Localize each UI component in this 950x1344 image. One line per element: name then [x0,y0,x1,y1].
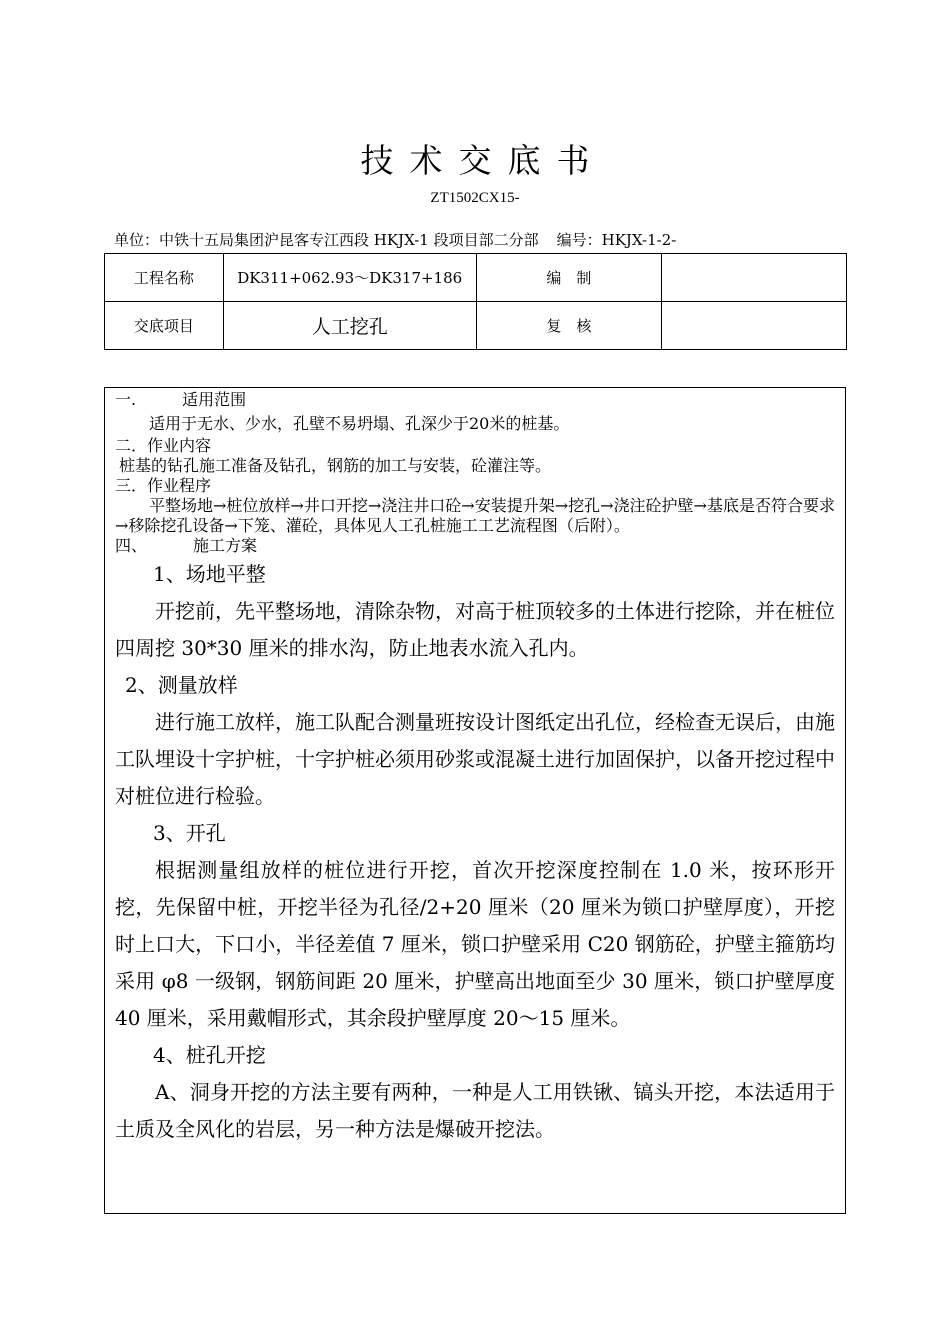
compiled-by-label: 编 制 [476,254,662,302]
step-4-text: A、洞身开挖的方法主要有两种，一种是人工用铁锹、镐头开挖，本法适用于土质及全风化的岩层，另一种方法是爆破开挖法。 [115,1080,835,1141]
section-1-heading: 一. 适用范围 [115,390,247,409]
content-box [104,387,846,1214]
briefing-item-value: 人工挖孔 [223,302,476,350]
reviewed-by-label: 复 核 [476,302,662,350]
step-2-title: 2、测量放样 [125,673,238,697]
project-name-value: DK311+062.93～DK317+186 [223,254,476,302]
info-table [104,253,847,350]
section-1-text: 适用于无水、少水，孔壁不易坍塌、孔深少于20米的桩基。 [149,414,570,433]
section-3-heading: 三．作业程序 [115,476,212,495]
section-3-text: 平整场地→桩位放样→井口开挖→浇注井口砼→安装提升架→挖孔→浇注砼护壁→基底是否符合要求→移除挖孔设备→下笼、灌砼，具体见人工孔桩施工工艺流程图（后附）。 [115,496,835,535]
compiled-by-value [662,254,847,302]
step-3-text: 根据测量组放样的桩位进行开挖，首次开挖深度控制在 1.0 米，按环形开挖，先保留中桩，开挖半径为孔径/2+20 厘米（20 厘米为锁口护壁厚度），开挖时上口大，下口小，半径差值 7 厘米，锁口护壁采用 C20 钢筋砼，护壁主箍筋均采用 φ8 一级钢，钢筋间距 20 厘米，护壁高出地面至少 30 厘米，锁口护壁厚度 40 厘米，采用戴帽形式，其余段护壁厚度 20～15 厘米。 [115,858,835,1030]
document-number: ZT1502CX15- [430,190,520,206]
step-3-title: 3、开孔 [153,821,226,845]
section-4-heading: 四、 施工方案 [115,536,258,555]
section-2-text: 桩基的钻孔施工准备及钻孔，钢筋的加工与安装，砼灌注等。 [119,456,552,475]
step-1-title: 1、场地平整 [153,562,266,586]
table-row [105,302,847,350]
reviewed-by-value [662,302,847,350]
unit-name: 单位：中铁十五局集团沪昆客专江西段 HKJX-1 段项目部二分部 [114,231,539,249]
step-2-text: 进行施工放样，施工队配合测量班按设计图纸定出孔位，经检查无误后，由施工队埋设十字护桩，十字护桩必须用砂浆或混凝土进行加固保护，以备开挖过程中对桩位进行检验。 [115,710,835,808]
table-row [105,254,847,302]
project-name-label: 工程名称 [105,254,224,302]
unit-line [114,229,676,250]
step-4-title: 4、桩孔开挖 [153,1043,266,1067]
serial-number: 编号：HKJX-1-2- [556,231,677,249]
step-1-text: 开挖前，先平整场地，清除杂物，对高于桩顶较多的土体进行挖除，并在桩位四周挖 30*30 厘米的排水沟，防止地表水流入孔内。 [115,599,835,660]
document-title: 技术交底书 [360,141,606,180]
briefing-item-label: 交底项目 [105,302,224,350]
section-2-heading: 二．作业内容 [115,436,212,455]
